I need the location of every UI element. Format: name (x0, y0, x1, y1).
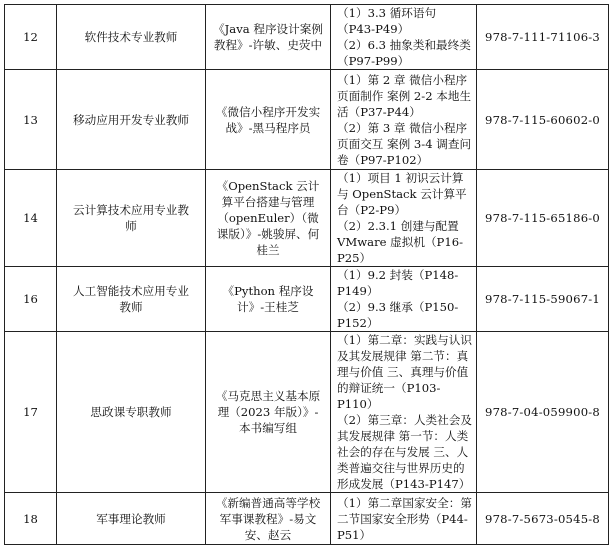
chapter-item: （1）9.2 封装（P148-P149） (337, 268, 459, 298)
table-row (5, 5, 609, 70)
chapter-item: （1）第 2 章 微信小程序页面制作 案例 2-2 本地生活（P37-P44） (337, 72, 472, 119)
row-number: 16 (5, 267, 57, 332)
chapter-list (331, 267, 477, 332)
table-row (5, 170, 609, 267)
chapter-list (331, 332, 477, 493)
isbn: 978-7-115-59067-1 (477, 267, 609, 332)
chapter-list (331, 5, 477, 70)
teacher-role: 云计算技术应用专业教师 (57, 170, 206, 267)
textbook-title: 《马克思主义基本原理（2023 年版）》-本书编写组 (206, 332, 331, 493)
isbn: 978-7-5673-0545-8 (477, 493, 609, 545)
isbn: 978-7-115-65186-0 (477, 170, 609, 267)
chapter-item: （1）第二章：实践与认识及其发展规律 第二节：真理与价值 三、真理与价值的辩证统一（P103-P110） (337, 333, 472, 411)
chapter-item: （1）第二章国家安全：第二节国家安全形势（P44-P51） (337, 495, 472, 542)
chapter-item: （1）3.3 循环语句（P43-P49） (337, 6, 437, 36)
chapter-item: （2）9.3 继承（P150-P152） (337, 300, 459, 330)
textbook-title: 《新编普通高等学校军事课教程》-易文安、赵云 (206, 493, 331, 545)
row-number: 18 (5, 493, 57, 545)
chapter-list (331, 493, 477, 545)
chapter-item: （2）6.3 抽象类和最终类（P97-P99） (337, 38, 471, 68)
table-row (5, 267, 609, 332)
row-number: 13 (5, 70, 57, 170)
teacher-role: 移动应用开发专业教师 (57, 70, 206, 170)
isbn: 978-7-111-71106-3 (477, 5, 609, 70)
teacher-role: 思政课专职教师 (57, 332, 206, 493)
chapter-list (331, 170, 477, 267)
chapter-item: （2）第 3 章 微信小程序页面交互 案例 3-4 调查问卷（P97-P102） (337, 120, 472, 167)
teacher-role: 人工智能技术应用专业教师 (57, 267, 206, 332)
textbook-title: 《OpenStack 云计算平台搭建与管理（openEuler）（微课版）》-姚骏屏、何桂兰 (206, 170, 331, 267)
chapter-item: （1）项目 1 初识云计算与 OpenStack 云计算平台（P2-P9） (337, 171, 467, 217)
row-number: 17 (5, 332, 57, 493)
table-row (5, 332, 609, 493)
teacher-role: 军事理论教师 (57, 493, 206, 545)
table-row (5, 493, 609, 545)
row-number: 12 (5, 5, 57, 70)
textbook-title: 《微信小程序开发实战》-黑马程序员 (206, 70, 331, 170)
isbn: 978-7-115-60602-0 (477, 70, 609, 170)
chapter-item: （2）第三章：人类社会及其发展规律 第一节：人类社会的存在与发展 三、人类普遍交往与世界历史的形成发展（P143-P147） (337, 413, 472, 491)
row-number: 14 (5, 170, 57, 267)
table-row (5, 70, 609, 170)
textbook-title: 《Python 程序设计》-王桂芝 (206, 267, 331, 332)
chapter-list (331, 70, 477, 170)
teacher-role: 软件技术专业教师 (57, 5, 206, 70)
course-materials-table (4, 4, 609, 545)
textbook-title: 《Java 程序设计案例教程》-许敏、史荧中 (206, 5, 331, 70)
chapter-item: （2）2.3.1 创建与配置 VMware 虚拟机（P16-P25） (337, 219, 464, 265)
isbn: 978-7-04-059900-8 (477, 332, 609, 493)
